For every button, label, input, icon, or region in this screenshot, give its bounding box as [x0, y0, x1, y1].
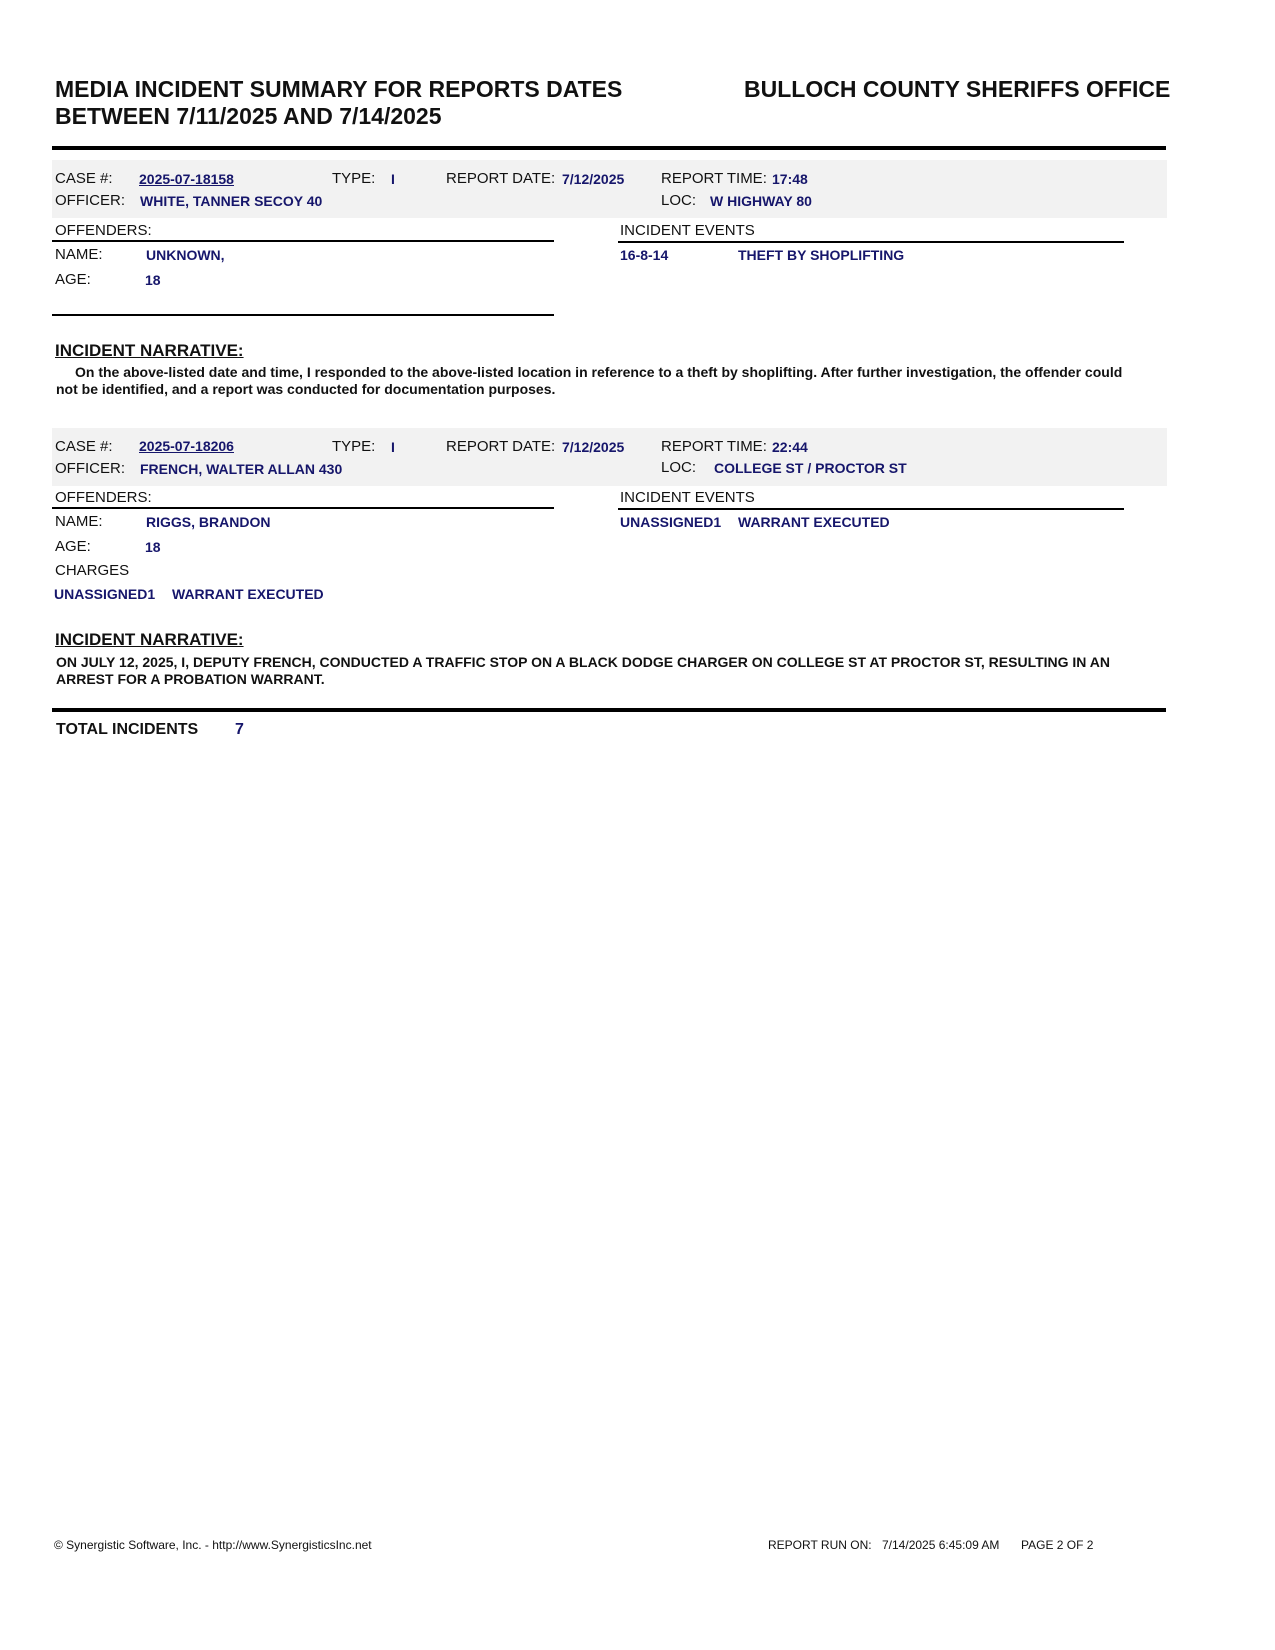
report-date-label: REPORT DATE:: [446, 170, 556, 187]
agency-name: BULLOCH COUNTY SHERIFFS OFFICE: [744, 76, 1171, 102]
report-run-value: 7/14/2025 6:45:09 AM: [882, 1538, 1000, 1552]
report-time-value: 17:48: [772, 171, 808, 187]
events-divider: [618, 508, 1124, 510]
report-title: MEDIA INCIDENT SUMMARY FOR REPORTS DATES BETWEEN 7/11/2025 AND 7/14/2025: [55, 76, 623, 129]
officer-label: OFFICER:: [55, 192, 125, 209]
report-run-label: REPORT RUN ON:: [768, 1538, 872, 1552]
offenders-divider: [52, 240, 554, 242]
charges-heading: CHARGES: [55, 562, 130, 579]
events-divider: [618, 241, 1124, 243]
offender-age: 18: [145, 539, 161, 555]
type-label: TYPE:: [332, 170, 376, 187]
name-label: NAME:: [55, 513, 103, 530]
total-incidents-value: 7: [235, 721, 244, 738]
officer-label: OFFICER:: [55, 460, 125, 477]
type-value: I: [391, 439, 395, 455]
loc-value: W HIGHWAY 80: [710, 193, 812, 209]
incident-events-heading: INCIDENT EVENTS: [620, 222, 755, 239]
offender-name: UNKNOWN,: [146, 247, 225, 263]
incident-narrative: ON JULY 12, 2025, I, DEPUTY FRENCH, CONDUCTED A TRAFFIC STOP ON A BLACK DODGE CHARGER ON COLLEGE ST AT PROCTOR ST, RESULTING IN AN ARREST FOR A PROBATION WARRANT.: [56, 654, 1110, 687]
report-date-label: REPORT DATE:: [446, 438, 556, 455]
event-code: 16-8-14: [620, 247, 669, 263]
event-code: UNASSIGNED1: [620, 514, 722, 530]
offenders-divider: [52, 507, 554, 509]
officer-value: WHITE, TANNER SECOY 40: [140, 193, 323, 209]
officer-value: FRENCH, WALTER ALLAN 430: [140, 461, 343, 477]
loc-label: LOC:: [661, 459, 697, 476]
charge-code: UNASSIGNED1: [54, 586, 156, 602]
event-description: THEFT BY SHOPLIFTING: [738, 247, 905, 263]
event-description: WARRANT EXECUTED: [738, 514, 890, 530]
offender-name: RIGGS, BRANDON: [146, 514, 271, 530]
name-label: NAME:: [55, 246, 103, 263]
loc-label: LOC:: [661, 192, 697, 209]
age-label: AGE:: [55, 538, 91, 555]
report-date-value: 7/12/2025: [562, 171, 625, 187]
type-value: I: [391, 171, 395, 187]
age-label: AGE:: [55, 271, 91, 288]
header-divider: [52, 146, 1166, 150]
charge-description: WARRANT EXECUTED: [172, 586, 324, 602]
narrative-heading: INCIDENT NARRATIVE:: [55, 630, 244, 649]
report-date-value: 7/12/2025: [562, 439, 625, 455]
narrative-heading: INCIDENT NARRATIVE:: [55, 341, 244, 360]
summary-divider: [52, 708, 1166, 712]
report-time-value: 22:44: [772, 439, 808, 455]
total-incidents-label: TOTAL INCIDENTS: [56, 721, 199, 738]
incident-narrative: On the above-listed date and time, I responded to the above-listed location in reference to a theft by shoplifting. After further investigation, the offender could not be identified, and a report was conducted for documentation purposes.: [56, 364, 1123, 397]
page-number: PAGE 2 OF 2: [1021, 1538, 1094, 1552]
case-label: CASE #:: [55, 170, 113, 187]
case-label: CASE #:: [55, 438, 113, 455]
incident-events-heading: INCIDENT EVENTS: [620, 489, 755, 506]
copyright-footer: © Synergistic Software, Inc. - http://www.SynergisticsInc.net: [54, 1538, 372, 1552]
type-label: TYPE:: [332, 438, 376, 455]
offenders-heading: OFFENDERS:: [55, 489, 152, 506]
offenders-heading: OFFENDERS:: [55, 222, 152, 239]
report-time-label: REPORT TIME:: [661, 438, 767, 455]
case-number-link[interactable]: 2025-07-18158: [139, 171, 234, 187]
report-time-label: REPORT TIME:: [661, 170, 767, 187]
offender-age: 18: [145, 272, 161, 288]
case-number-link[interactable]: 2025-07-18206: [139, 438, 234, 454]
loc-value: COLLEGE ST / PROCTOR ST: [714, 460, 907, 476]
offender-block-divider: [52, 314, 554, 316]
